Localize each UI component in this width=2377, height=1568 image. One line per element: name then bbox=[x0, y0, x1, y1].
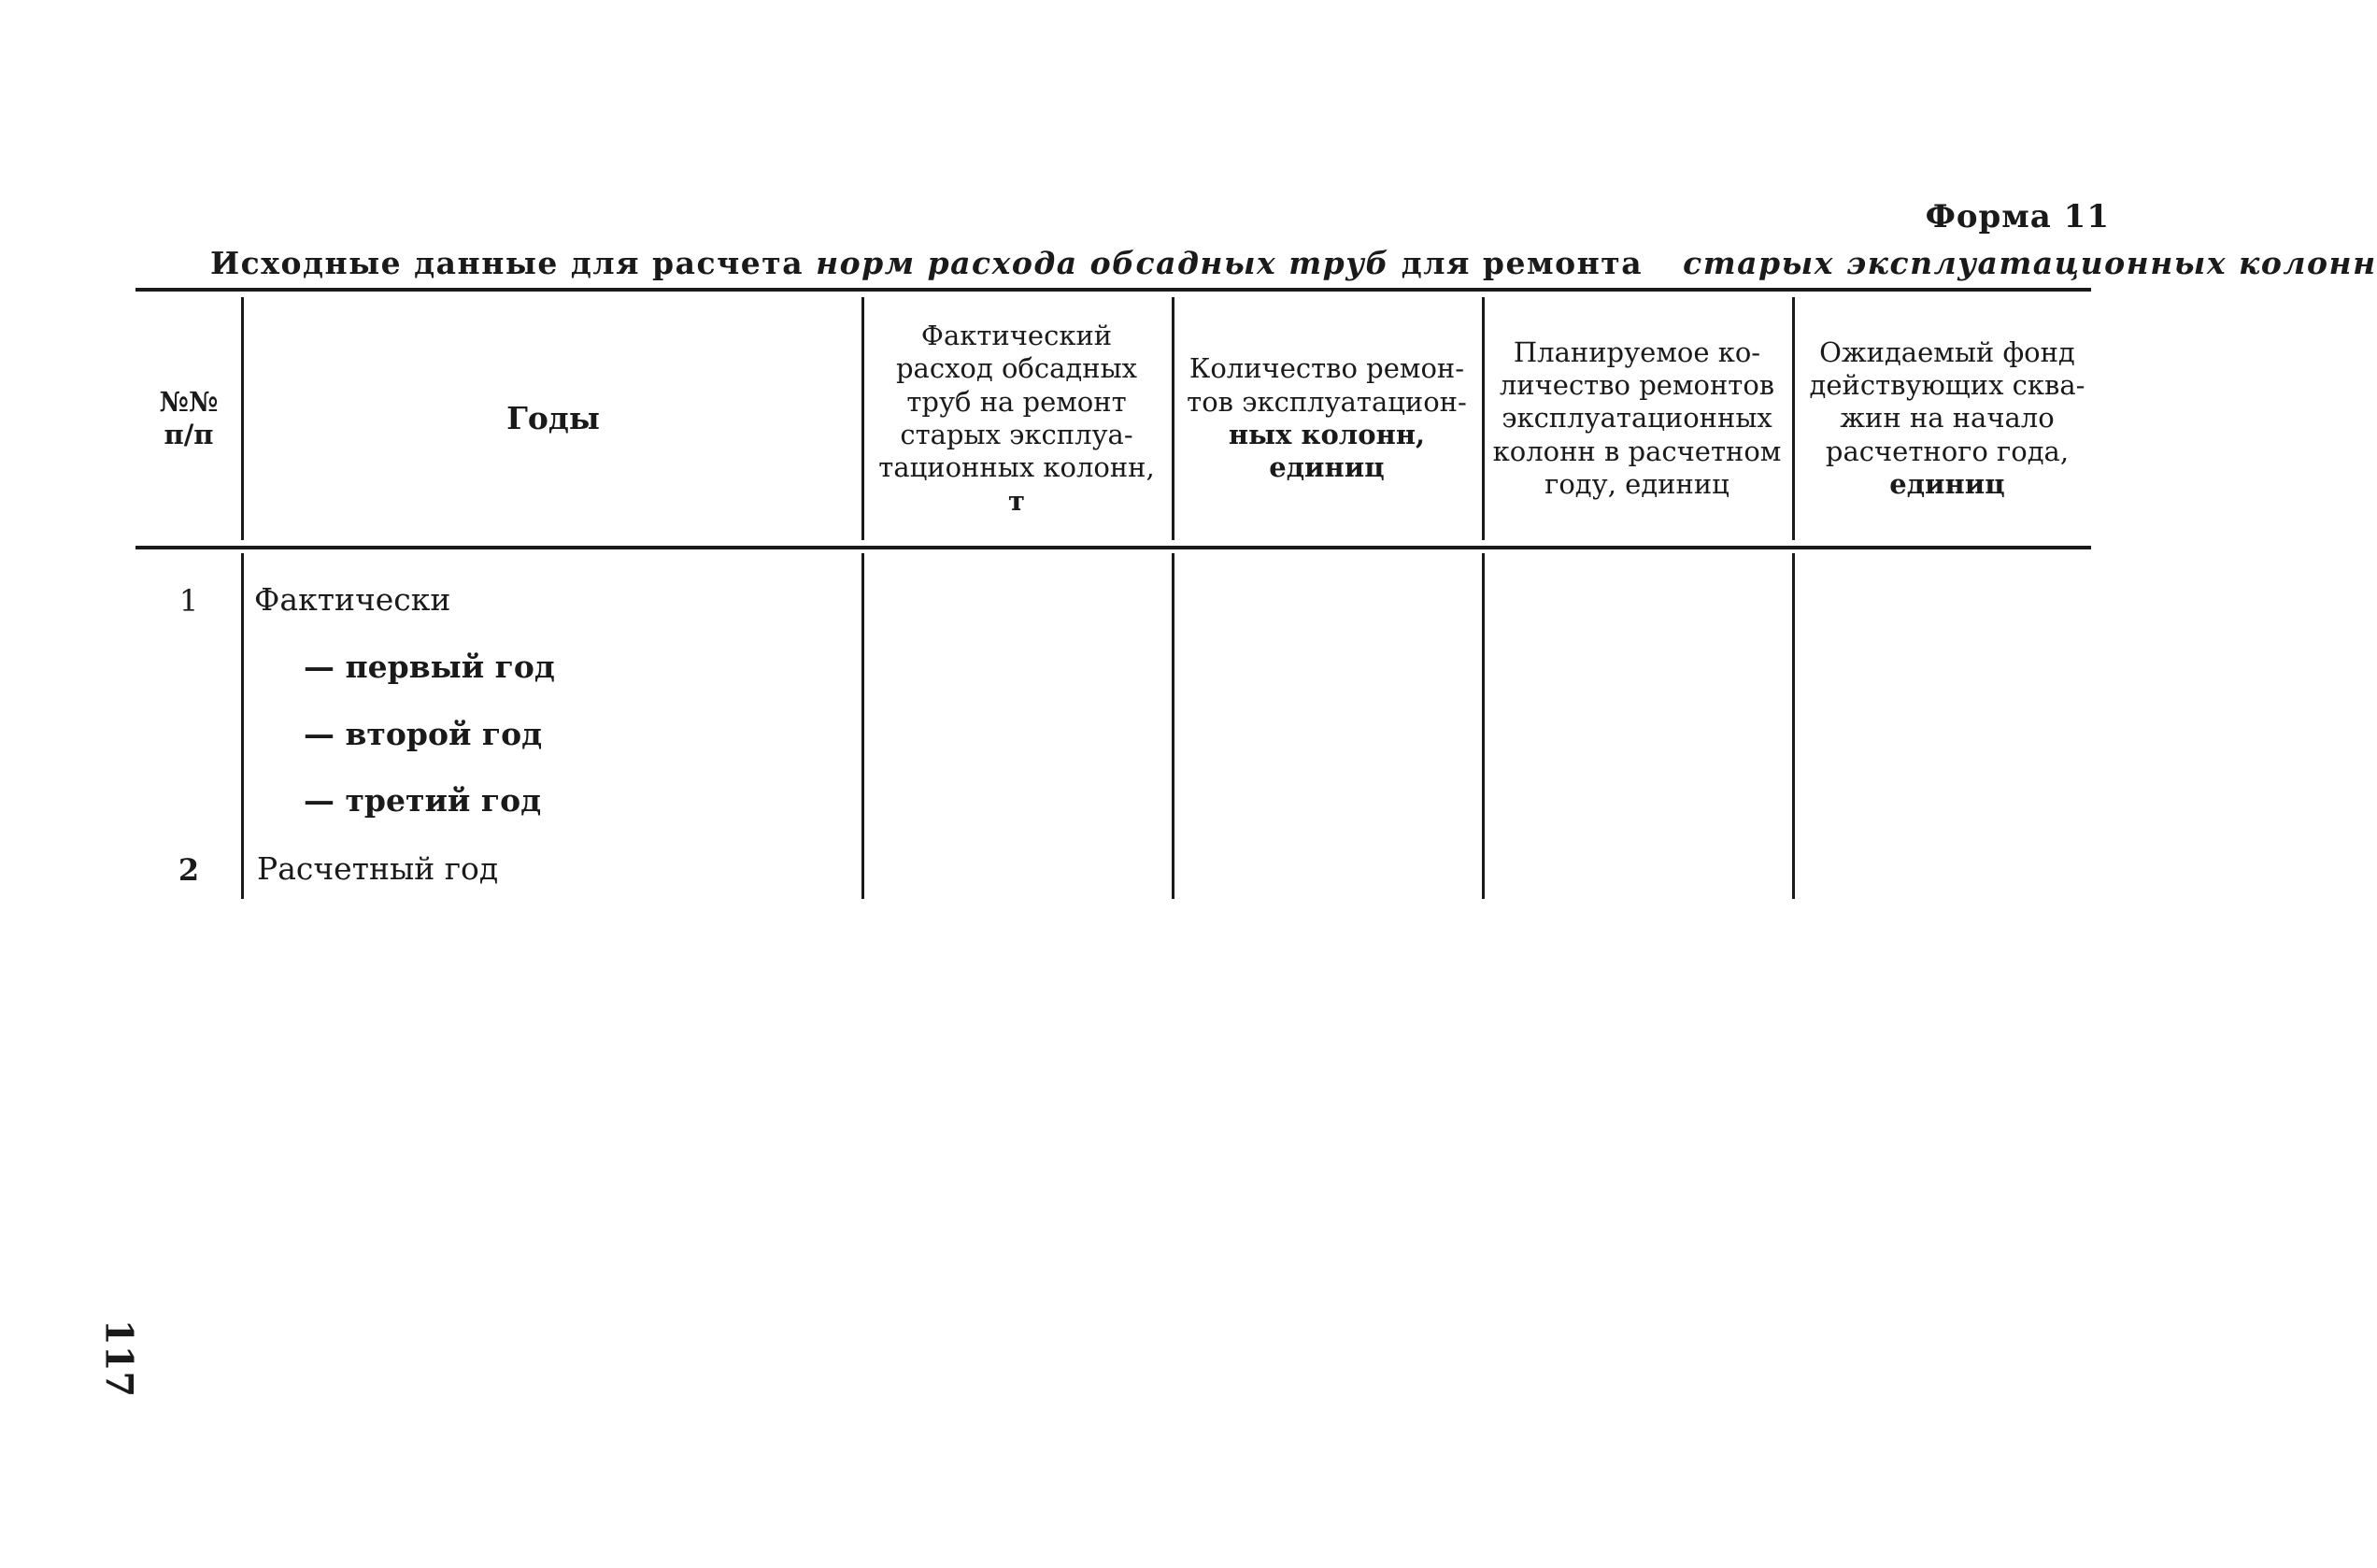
header-actual-consumption bbox=[865, 297, 1168, 540]
header-line: т bbox=[1008, 484, 1025, 517]
header-line: ных колонн, bbox=[1228, 419, 1426, 450]
header-line: старых эксплуа- bbox=[900, 419, 1133, 450]
header-line: расчетного года, bbox=[1825, 435, 2070, 467]
header-num-line: п/п bbox=[164, 419, 214, 450]
header-repair-count bbox=[1175, 297, 1478, 540]
header-planned-repairs bbox=[1486, 297, 1788, 540]
row-label: Фактически bbox=[254, 581, 451, 618]
body-divider bbox=[1792, 553, 1795, 899]
title-part-4: старых эксплуатационных колонн bbox=[1683, 245, 2377, 281]
header-expected-fund bbox=[1796, 297, 2099, 540]
header-line: единиц bbox=[1269, 451, 1385, 484]
header-line: единиц bbox=[1889, 468, 2005, 501]
row-number: 1 bbox=[178, 583, 199, 619]
header-line: Ожидаемый фонд bbox=[1819, 335, 2075, 368]
body-divider bbox=[1172, 553, 1174, 899]
header-divider bbox=[1792, 297, 1795, 540]
row-label: Расчетный год bbox=[257, 850, 499, 887]
header-line: эксплуатационных bbox=[1502, 402, 1772, 435]
header-num bbox=[138, 297, 239, 540]
body-divider bbox=[241, 553, 244, 899]
row-number: 2 bbox=[178, 852, 200, 888]
header-line: труб на ремонт bbox=[906, 385, 1127, 418]
header-line: году, единиц bbox=[1544, 468, 1729, 501]
header-line: колонн в расчетном bbox=[1492, 435, 1782, 467]
body-divider bbox=[861, 553, 864, 899]
header-divider bbox=[1482, 297, 1485, 540]
row-label: — первый год bbox=[304, 649, 555, 685]
header-line: действующих сква- bbox=[1809, 368, 2085, 401]
header-line: личество ремонтов bbox=[1499, 368, 1775, 401]
header-years: Годы bbox=[506, 399, 600, 436]
header-line: расход обсадных bbox=[895, 352, 1138, 385]
header-line: тов эксплуатацион- bbox=[1187, 385, 1467, 418]
page-number: 117 bbox=[96, 1319, 141, 1398]
header-divider bbox=[861, 297, 864, 540]
row-label: — третий год bbox=[304, 782, 542, 819]
header-divider bbox=[241, 297, 244, 540]
title-part-1: Исходные данные для расчета bbox=[210, 245, 804, 281]
page-title bbox=[210, 245, 2377, 281]
row-label: — второй год bbox=[304, 716, 543, 752]
title-part-2: норм расхода обсадных труб bbox=[816, 245, 1389, 281]
header-line: жин на начало bbox=[1840, 402, 2055, 435]
header-line: тационных колонн, bbox=[878, 451, 1155, 484]
form-label: Форма 11 bbox=[1925, 198, 2110, 235]
header-line: Планируемое ко- bbox=[1513, 335, 1761, 368]
title-part-3: для ремонта bbox=[1401, 245, 1644, 281]
header-num-line: №№ bbox=[159, 385, 219, 418]
header-line: Фактический bbox=[920, 319, 1113, 351]
header-line: Количество ремон- bbox=[1188, 352, 1465, 385]
table-header-rule bbox=[135, 546, 2091, 549]
header-divider bbox=[1172, 297, 1174, 540]
body-divider bbox=[1482, 553, 1485, 899]
table-top-rule bbox=[135, 288, 2091, 292]
